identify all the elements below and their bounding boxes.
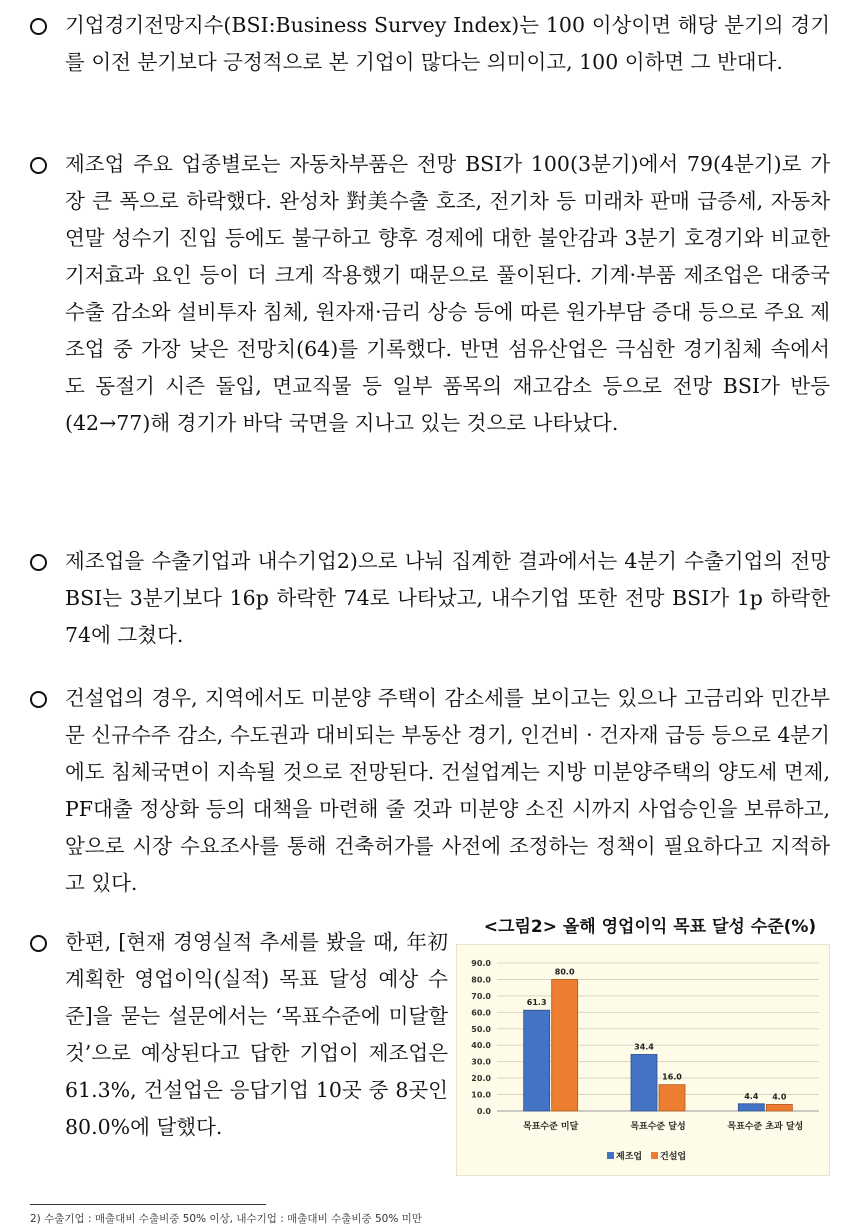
footnote: 2) 수출기업 : 매출대비 수출비중 50% 이상, 내수기업 : 매출대비 수출비중 50% 미만 bbox=[30, 1213, 422, 1225]
legend-swatch bbox=[607, 1152, 614, 1159]
bar bbox=[659, 1085, 685, 1111]
bar-chart bbox=[457, 945, 829, 1175]
y-tick-label: 20.0 bbox=[471, 1074, 491, 1084]
paragraph-bsi-definition: 기업경기전망지수(BSI:Business Survey Index)는 100 이상이면 해당 분기의 경기를 이전 분기보다 긍정적으로 본 기업이 많다는 의미이고, 100 이하면 그 반대다. bbox=[30, 7, 830, 81]
y-tick-label: 50.0 bbox=[471, 1024, 491, 1034]
footnote-divider bbox=[30, 1204, 266, 1205]
legend-swatch bbox=[651, 1152, 658, 1159]
circle-bullet-icon bbox=[30, 554, 47, 571]
y-tick-label: 90.0 bbox=[471, 959, 491, 968]
circle-bullet-icon bbox=[30, 935, 47, 952]
circle-bullet-icon bbox=[30, 18, 47, 35]
paragraph-construction: 건설업의 경우, 지역에서도 미분양 주택이 감소세를 보이고는 있으나 고금리와 민간부문 신규수주 감소, 수도권과 대비되는 부동산 경기, 인건비 · 건자재 급등 등으로 4분기에도 침체국면이 지속될 것으로 전망된다. 건설업계는 지방 미분양주택의 양도세 면제, PF대출 정상화 등의 대책을 마련해 줄 것과 미분양 소진 시까지 사업승인을 보류하고, 앞으로 시장 수요조사를 통해 건축허가를 사전에 조정하는 정책이 필요하다고 지적하고 있다. bbox=[30, 680, 830, 902]
paragraph-profit-target: 한편, [현재 경영실적 추세를 봤을 때, 年初 계획한 영업이익(실적) 목표 달성 예상 수준]을 묻는 설문에서는 ‘목표수준에 미달할 것’으로 예상된다고 답한 기업이 제조업은 61.3%, 건설업은 응답기업 10곳 중 8곳인 80.0%에 달했다. bbox=[30, 924, 448, 1146]
y-tick-label: 0.0 bbox=[476, 1107, 491, 1116]
figure-title: <그림2> 올해 영업이익 목표 달성 수준(%) bbox=[483, 917, 817, 937]
legend-label: 건설업 bbox=[660, 1152, 687, 1162]
bar bbox=[631, 1054, 657, 1111]
bar bbox=[524, 1010, 550, 1111]
legend-label: 제조업 bbox=[616, 1152, 643, 1162]
y-tick-label: 10.0 bbox=[471, 1090, 491, 1100]
paragraph-manufacturing: 제조업 주요 업종별로는 자동차부품은 전망 BSI가 100(3분기)에서 79(4분기)로 가장 큰 폭으로 하락했다. 완성차 對美수출 호조, 전기차 등 미래차 판매 급증세, 자동차 연말 성수기 진입 등에도 불구하고 향후 경제에 대한 불안감과 3분기 호경기와 비교한 기저효과 요인 등이 더 크게 작용했기 때문으로 풀이된다. 기계·부품 제조업은 대중국 수출 감소와 설비투자 침체, 원자재·금리 상승 등에 따른 원가부담 증대 등으로 주요 제조업 중 가장 낮은 전망치(64)를 기록했다. 반면 섬유산업은 극심한 경기침체 속에서도 동절기 시즌 돌입, 면교직물 등 일부 품목의 재고감소 등으로 전망 BSI가 반등(42→77)해 경기가 바닥 국면을 지나고 있는 것으로 나타났다. bbox=[30, 146, 830, 442]
data-label: 16.0 bbox=[662, 1072, 682, 1082]
bar bbox=[552, 979, 578, 1111]
x-category-label: 목표수준 초과 달성 bbox=[727, 1122, 804, 1132]
circle-bullet-icon bbox=[30, 157, 47, 174]
y-tick-label: 60.0 bbox=[471, 1008, 491, 1018]
y-tick-label: 40.0 bbox=[471, 1041, 491, 1051]
paragraph-export-domestic: 제조업을 수출기업과 내수기업2)으로 나눠 집계한 결과에서는 4분기 수출기업의 전망 BSI는 3분기보다 16p 하락한 74로 나타났고, 내수기업 또한 전망 BSI가 1p 하락한 74에 그쳤다. bbox=[30, 543, 830, 654]
circle-bullet-icon bbox=[30, 691, 47, 708]
bar bbox=[766, 1104, 792, 1111]
data-label: 34.4 bbox=[634, 1042, 654, 1052]
y-tick-label: 30.0 bbox=[471, 1057, 491, 1067]
data-label: 80.0 bbox=[554, 967, 575, 977]
data-label: 61.3 bbox=[526, 998, 547, 1008]
data-label: 4.4 bbox=[744, 1091, 759, 1101]
chart-container bbox=[456, 944, 830, 1176]
bar bbox=[738, 1104, 764, 1111]
y-tick-label: 80.0 bbox=[471, 975, 491, 985]
x-category-label: 목표수준 미달 bbox=[523, 1122, 579, 1132]
x-category-label: 목표수준 달성 bbox=[630, 1122, 686, 1132]
y-tick-label: 70.0 bbox=[471, 991, 491, 1001]
data-label: 4.0 bbox=[772, 1092, 787, 1102]
